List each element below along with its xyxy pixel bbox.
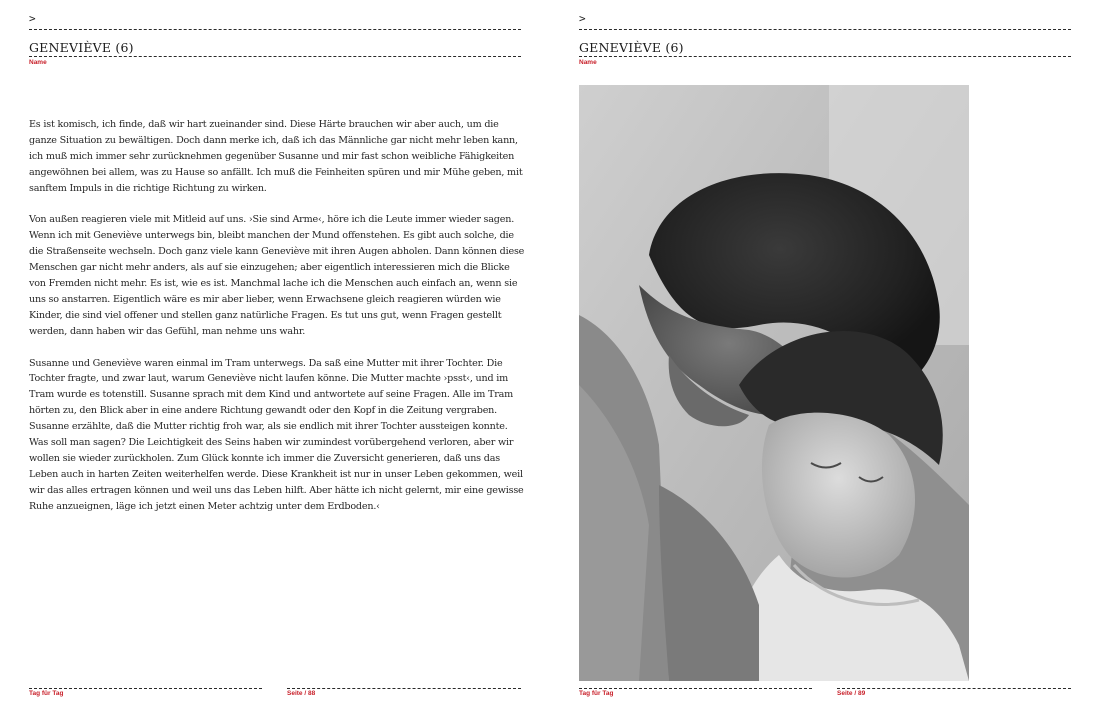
right-page (550, 0, 1100, 717)
footer-rule-right (837, 688, 1071, 689)
paragraph-1: Es ist komisch, ich finde, daß wir hart zueinander sind. Diese Härte brauchen wir aber auch, um die ganze Situation zu bewältigen. Doch dann merke ich, daß ich das Männliche gar nicht mehr leben kann, ich muß mich immer sehr zurücknehmen gegenüber Susanne und mir fast schon weibliche Fähigkeiten angewöhnen bei allem, was zu Hause so anfällt. Ich muß die Feinheiten spüren und mir Mühe geben, mit sanftem Impuls in die richtige Richtung zu wirken. (29, 119, 523, 194)
name-rule (579, 56, 1071, 57)
photo-father-and-child (579, 85, 969, 681)
footer-book-title: Tag für Tag (579, 690, 614, 697)
body-text (29, 117, 529, 531)
paragraph-2: Von außen reagieren viele mit Mitleid auf uns. ›Sie sind Arme‹, höre ich die Leute immer wieder sagen. Wenn ich mit Geneviève unterwegs bin, bleibt manchen der Mund offenstehen. Es gibt auch solche, die die Straßenseite wechseln. Doch ganz viele kann Geneviève mit ihren Augen abholen. Dann können diese Menschen gar nicht mehr anders, als auf sie einzugehen; aber eigentlich interessieren mich die Blicke von Fremden nicht mehr. Es ist, wie es ist. Manchmal lache ich die Menschen auch einfach an, wenn sie uns so anstarren. Eigentlich wäre es mir aber lieber, wenn Erwachsene gleich reagieren würden wie Kinder, die sind viel offener und stellen ganz natürliche Fragen. Es tut uns gut, wenn Fragen gestellt werden, dann haben wir das Gefühl, man nehme uns wahr. (29, 214, 525, 337)
footer-page-number: Seite / 88 (287, 690, 316, 697)
footer-rule-right (287, 688, 521, 689)
header-arrow: > (29, 12, 36, 25)
person-name: GENEVIÈVE (6) (579, 40, 684, 55)
person-name: GENEVIÈVE (6) (29, 40, 134, 55)
top-rule (29, 29, 521, 30)
name-field-label: Name (579, 59, 597, 66)
name-rule (29, 56, 521, 57)
top-rule (579, 29, 1071, 30)
footer-rule-left (579, 688, 812, 689)
footer-page-number: Seite / 89 (837, 690, 866, 697)
footer-rule-left (29, 688, 262, 689)
paragraph-3: Susanne und Geneviève waren einmal im Tram unterwegs. Da saß eine Mutter mit ihrer Tochter. Die Tochter fragte, und zwar laut, warum Geneviève nicht laufen könne. Die Mutter machte ›psst‹, und im Tram wurde es totenstill. Susanne sprach mit dem Kind und antwortete auf seine Fragen. Alle im Tram hörten zu, den Blick aber in eine andere Richtung gewandt oder den Kopf in die Zeitung vergraben. Susanne erzählte, daß die Mutter richtig froh war, als sie endlich mit ihrer Tochter aussteigen konnte. Was soll man sagen? Die Leichtigkeit des Seins haben wir zumindest vorübergehend verloren, aber wir wollen sie wieder zurückholen. Zum Glück konnte ich immer die Zuversicht generieren, daß uns das Leben auch in harten Zeiten weiterhelfen werde. Diese Krankheit ist nur in unser Leben gekommen, weil wir das alles ertragen können und weil uns das Leben hilft. Aber hätte ich nicht gelernt, mir eine gewisse Ruhe anzueignen, läge ich jetzt einen Meter achtzig unter dem Erdboden.‹ (29, 357, 524, 512)
name-field-label: Name (29, 59, 47, 66)
header-arrow: > (579, 12, 586, 25)
footer-book-title: Tag für Tag (29, 690, 64, 697)
